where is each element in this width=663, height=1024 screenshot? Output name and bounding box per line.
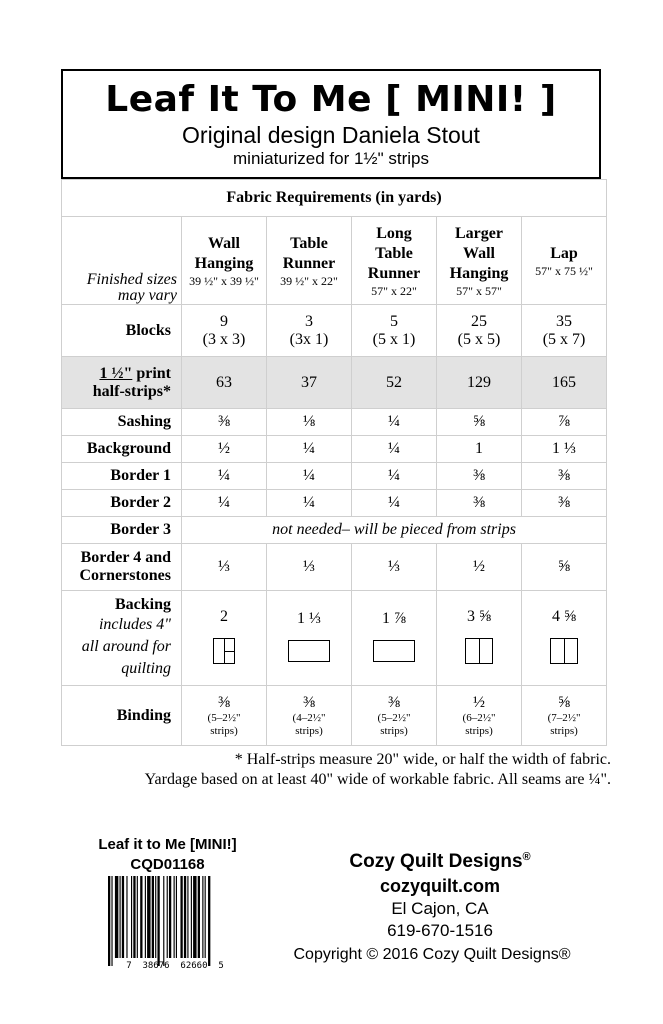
row-label: Border 2: [62, 490, 182, 517]
table-cell: ⅓: [267, 544, 352, 591]
table-cell: ⅝: [522, 544, 607, 591]
table-cell: ½: [437, 544, 522, 591]
column-header: Lap 57" x 75 ½": [522, 217, 607, 305]
table-cell: 165: [522, 357, 607, 409]
table-cell: 35 (5 x 7): [522, 305, 607, 357]
product-name: Leaf it to Me [MINI!]: [98, 836, 237, 853]
table-row: [62, 686, 607, 746]
barcode: [100, 876, 250, 972]
backing-diagram-icon: [288, 640, 330, 662]
table-cell: 63: [182, 357, 267, 409]
table-title: Fabric Requirements (in yards): [62, 180, 607, 217]
table-cell: ¼: [267, 490, 352, 517]
table-row: [62, 517, 607, 544]
table-cell: ⅜ (5–2½" strips): [182, 686, 267, 746]
table-cell: ¼: [267, 463, 352, 490]
footnote-half-strips: * Half-strips measure 20" wide, or half the width of fabric.: [234, 751, 611, 768]
row-label: Border 4 and Cornerstones: [62, 544, 182, 591]
column-header: Table Runner 39 ½" x 22": [267, 217, 352, 305]
table-cell: ¼: [352, 463, 437, 490]
product-code: CQD01168: [130, 856, 205, 873]
backing-diagram-icon: [465, 638, 493, 664]
row-label: Blocks: [62, 305, 182, 357]
table-row: [62, 305, 607, 357]
row-label: Sashing: [62, 409, 182, 436]
table-cell: ⅓: [352, 544, 437, 591]
fabric-requirements-table: [61, 179, 607, 746]
table-cell: ¼: [267, 436, 352, 463]
table-row: [62, 409, 607, 436]
border3-note: not needed– will be pieced from strips: [182, 517, 607, 544]
table-row: [62, 463, 607, 490]
table-cell: 1 ⅞: [352, 591, 437, 686]
company-name: Cozy Quilt Designs®: [349, 851, 531, 872]
table-cell: ½: [182, 436, 267, 463]
row-label: Border 3: [62, 517, 182, 544]
table-cell: ⅜: [437, 463, 522, 490]
finished-sizes-note: Finished sizes may vary: [62, 217, 182, 305]
table-cell: ⅓: [182, 544, 267, 591]
row-label: Background: [62, 436, 182, 463]
table-cell: 3 ⅝: [437, 591, 522, 686]
table-cell: ¼: [352, 409, 437, 436]
row-label: Border 1: [62, 463, 182, 490]
footnote-yardage: Yardage based on at least 40" wide of workable fabric. All seams are ¼".: [144, 771, 611, 788]
column-header: Larger Wall Hanging 57" x 57": [437, 217, 522, 305]
row-label: Backing includes 4" all around for quilting: [62, 591, 182, 686]
company-phone: 619-670-1516: [387, 921, 493, 940]
table-cell: 9 (3 x 3): [182, 305, 267, 357]
table-cell: 5 (5 x 1): [352, 305, 437, 357]
pattern-subtitle: miniaturized for 1½" strips: [233, 149, 429, 168]
barcode-digits: 7 38676 62660 5: [126, 961, 224, 971]
table-cell: ⅝ (7–2½" strips): [522, 686, 607, 746]
table-cell: ¼: [352, 436, 437, 463]
table-cell: ⅜: [522, 463, 607, 490]
table-cell: ⅜: [522, 490, 607, 517]
table-cell: ¼: [352, 490, 437, 517]
table-cell: ⅜: [437, 490, 522, 517]
table-row: [62, 591, 607, 686]
backing-diagram-icon: [213, 638, 235, 664]
table-row: [62, 436, 607, 463]
backing-diagram-icon: [373, 640, 415, 662]
copyright-notice: Copyright © 2016 Cozy Quilt Designs®: [293, 946, 571, 963]
table-row: [62, 544, 607, 591]
table-cell: ⅛: [267, 409, 352, 436]
table-cell: 1: [437, 436, 522, 463]
table-cell: 1 ⅓: [522, 436, 607, 463]
table-cell: ⅜ (4–2½" strips): [267, 686, 352, 746]
company-website: cozyquilt.com: [379, 876, 500, 896]
table-cell: ⅜: [182, 409, 267, 436]
backing-diagram-icon: [550, 638, 578, 664]
header-row: [62, 217, 607, 305]
row-label: 1 ½" print half-strips*: [62, 357, 182, 409]
table-cell: 129: [437, 357, 522, 409]
pattern-title: Leaf It To Me [ MINI! ]: [105, 79, 557, 120]
table-cell: ⅞: [522, 409, 607, 436]
table-cell: ½ (6–2½" strips): [437, 686, 522, 746]
table-cell: 37: [267, 357, 352, 409]
table-cell: ¼: [182, 490, 267, 517]
table-row: [62, 357, 607, 409]
column-header: Long Table Runner 57" x 22": [352, 217, 437, 305]
table-cell: ¼: [182, 463, 267, 490]
table-cell: ⅝: [437, 409, 522, 436]
title-box: [61, 69, 601, 179]
table-cell: 3 (3x 1): [267, 305, 352, 357]
table-cell: 2: [182, 591, 267, 686]
company-city: El Cajon, CA: [391, 899, 489, 918]
column-header: Wall Hanging 39 ½" x 39 ½": [182, 217, 267, 305]
table-row: [62, 490, 607, 517]
designer-credit: Original design Daniela Stout: [182, 122, 480, 148]
table-cell: 4 ⅝: [522, 591, 607, 686]
table-cell: 25 (5 x 5): [437, 305, 522, 357]
table-cell: ⅜ (5–2½" strips): [352, 686, 437, 746]
table-cell: 52: [352, 357, 437, 409]
table-cell: 1 ⅓: [267, 591, 352, 686]
row-label: Binding: [62, 686, 182, 746]
